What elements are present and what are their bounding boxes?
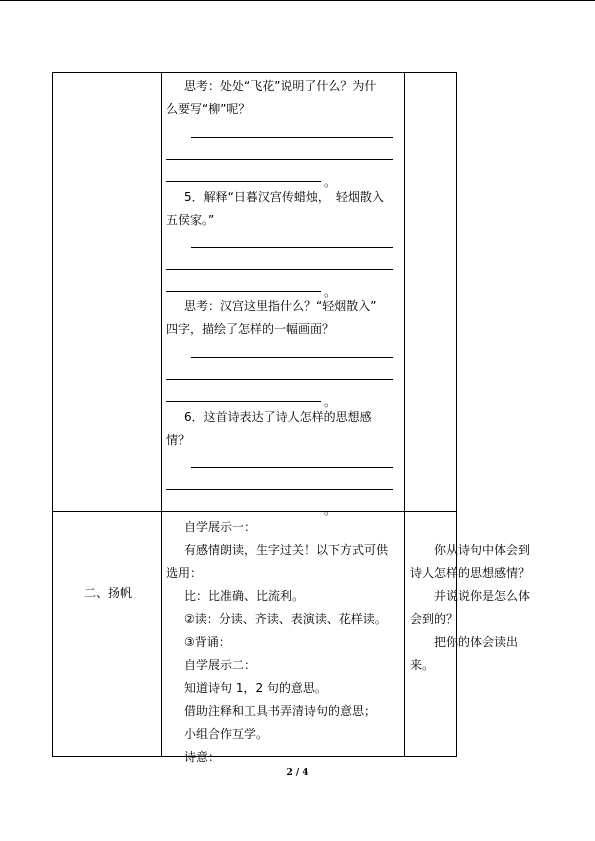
section-label: 二、扬帆 — [84, 586, 133, 600]
question-5-line1: 5．解释“日暮汉宫传蜡烛， 轻烟散入 — [184, 190, 384, 204]
end-mark: 。 — [324, 175, 337, 189]
answer-blank — [166, 379, 393, 380]
row2-line: ②读：分读、齐读、表演读、花样读。 — [184, 612, 387, 626]
think-question-2-line1: 思考：汉宫这里指什么？“轻烟散入” — [184, 299, 377, 313]
row2-line: 借助注释和工具书弄清诗句的意思； — [184, 704, 377, 718]
answer-blank — [191, 137, 393, 138]
row2-line: 诗意： — [184, 750, 221, 764]
question-5-line2: 五侯家。” — [166, 213, 215, 227]
end-mark: 。 — [324, 503, 337, 517]
right-note-line: 并说说你是怎么体 — [434, 589, 531, 603]
row2-line: 选用： — [166, 566, 203, 580]
page-number: 2 / 4 — [286, 768, 309, 778]
end-mark: 。 — [324, 285, 337, 299]
top-rule — [0, 0, 595, 1]
answer-blank — [166, 489, 393, 490]
think-question-1-line2: 么要写“柳”呢？ — [166, 102, 251, 116]
answer-blank — [166, 511, 321, 512]
think-question-1-line1: 思考：处处“飞花”说明了什么？为什 — [184, 79, 377, 93]
row2-line: ③背诵： — [184, 635, 231, 649]
question-6-line1: 6．这首诗表达了诗人怎样的思想感 — [184, 410, 372, 424]
right-note-line: 诗人怎样的思想感情？ — [410, 566, 531, 580]
answer-blank — [191, 467, 393, 468]
question-6-line2: 情？ — [166, 433, 191, 447]
right-note-line: 你从诗句中体会到 — [434, 543, 531, 557]
row2-line: 小组合作互学。 — [184, 727, 269, 741]
row2-line: 比：比准确、比流利。 — [184, 589, 305, 603]
right-note-line: 会到的？ — [410, 612, 459, 626]
end-mark: 。 — [324, 395, 337, 409]
row2-line: 自学展示二： — [184, 658, 257, 672]
column-divider-left — [161, 72, 162, 757]
row2-line: 知道诗句 1，2 句的意思。 — [184, 681, 327, 695]
answer-blank — [166, 269, 393, 270]
answer-blank — [166, 401, 321, 402]
column-divider-right — [404, 72, 405, 757]
think-question-2-line2: 四字，描绘了怎样的一幅画面？ — [166, 322, 335, 336]
answer-blank — [191, 247, 393, 248]
answer-blank — [166, 181, 321, 182]
row2-line: 自学展示一： — [184, 520, 257, 534]
right-note-line: 来。 — [410, 658, 435, 672]
answer-blank — [166, 159, 393, 160]
answer-blank — [191, 357, 393, 358]
right-note-line: 把你的体会读出 — [434, 635, 519, 649]
answer-blank — [166, 291, 321, 292]
row2-line: 有感情朗读，生字过关！以下方式可供 — [184, 543, 389, 557]
